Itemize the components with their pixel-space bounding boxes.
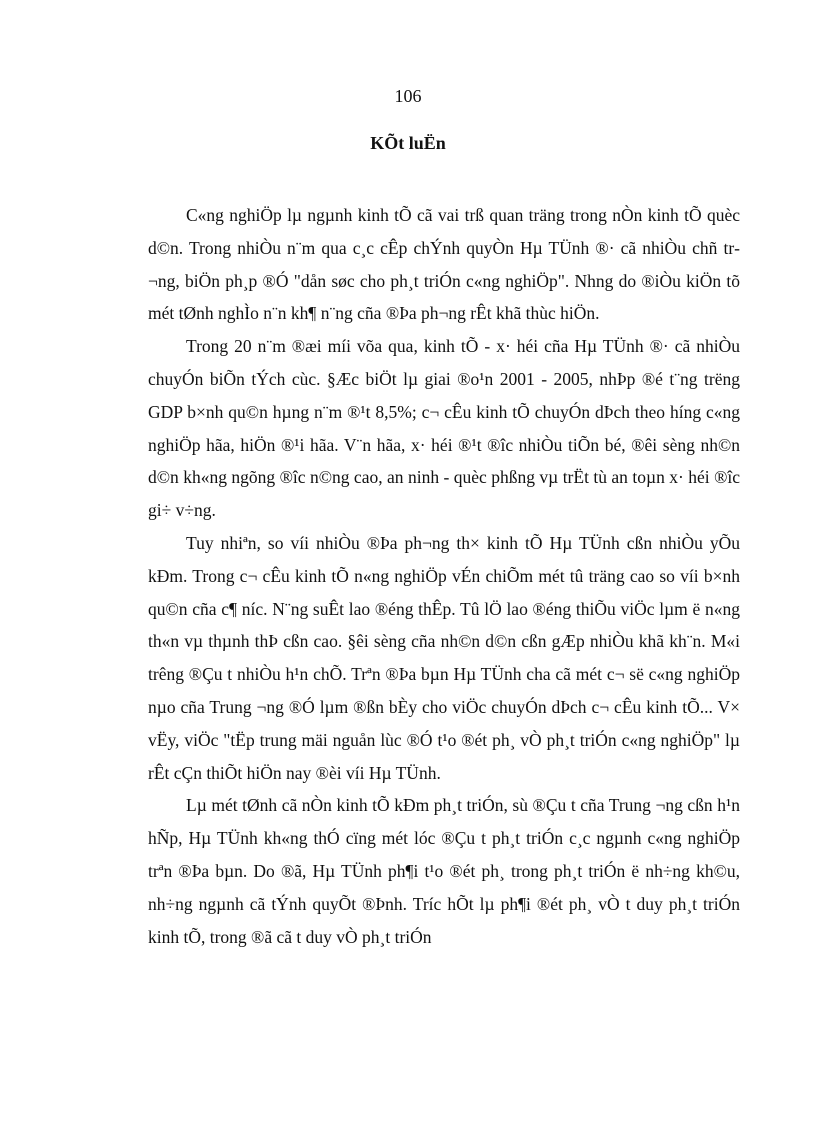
body-text bbox=[148, 199, 740, 953]
paragraph-2: Trong 20 n¨m ®æi míi võa qua, kinh tÕ - x· héi cña Hµ TÜnh ®· cã nhiÒu chuyÓn biÕn tÝch cùc. §Æc biÖt lµ giai ®o¹n 2001 - 2005, nhÞp ®é t¨ng trëng GDP b×nh qu©n hµng n¨m ®¹t 8,5%; c¬ cÊu kinh tÕ chuyÓn dÞch theo híng c«ng nghiÖp hãa, hiÖn ®¹i hãa. V¨n hãa, x· héi ®¹t ®îc nhiÒu tiÕn bé, ®êi sèng nh©n d©n kh«ng ngõng ®îc n©ng cao, an ninh - quèc phßng vµ trËt tù an toµn x· héi ®îc gi÷ v÷ng. bbox=[148, 336, 740, 521]
paragraph-1: C«ng nghiÖp lµ ngµnh kinh tÕ cã vai trß quan träng trong nÒn kinh tÕ quèc d©n. Trong nhiÒu n¨m qua c¸c cÊp chÝnh quyÒn Hµ TÜnh ®· cã nhiÒu chñ tr¬ng, biÖn ph¸p ®Ó "dån søc cho ph¸t triÓn c«ng nghiÖp". Nhng do ®iÒu kiÖn tõ mét tØnh nghÌo n¨n kh¶ n¨ng cña ®Þa ph¬ng rÊt khã thùc hiÖn. bbox=[148, 205, 740, 324]
paragraph-3: Tuy nhiªn, so víi nhiÒu ®Þa ph¬ng th× kinh tÕ Hµ TÜnh cßn nhiÒu yÕu kÐm. Trong c¬ cÊu kinh tÕ n«ng nghiÖp vÉn chiÕm mét tû träng cao so víi b×nh qu©n cña c¶ níc. N¨ng suÊt lao ®éng thÊp. Tû lÖ lao ®éng thiÕu viÖc lµm ë n«ng th«n vµ thµnh thÞ cßn cao. §êi sèng cña nh©n d©n cßn gÆp nhiÒu khã kh¨n. M«i trêng ®Çu t nhiÒu h¹n chÕ. Trªn ®Þa bµn Hµ TÜnh cha cã mét c¬ së c«ng nghiÖp nµo cña Trung ¬ng ®Ó lµm ®ßn bÈy cho viÖc chuyÓn dÞch c¬ cÊu kinh tÕ... V× vËy, viÖc "tËp trung mäi nguån lùc ®Ó t¹o ®ét ph¸ vÒ ph¸t triÓn c«ng nghiÖp" lµ rÊt cÇn thiÕt hiÖn nay ®èi víi Hµ TÜnh. bbox=[148, 532, 740, 783]
page-number: 106 bbox=[394, 86, 422, 106]
paragraph-4: Lµ mét tØnh cã nÒn kinh tÕ kÐm ph¸t triÓn, sù ®Çu t cña Trung ¬ng cßn h¹n hÑp, Hµ TÜnh kh«ng thÓ cïng mét lóc ®Çu t ph¸t triÓn c¸c ngµnh c«ng nghiÖp trªn ®Þa bµn. Do ®ã, Hµ TÜnh ph¶i t¹o ®ét ph¸ trong ph¸t triÓn ë nh÷ng kh©u, nh÷ng ngµnh cã tÝnh quyÕt ®Þnh. Tríc hÕt lµ ph¶i ®ét ph¸ vÒ t duy ph¸t triÓn kinh tÕ, trong ®ã cã t duy vÒ ph¸t triÓn bbox=[148, 795, 740, 947]
page-title: KÕt luËn bbox=[370, 133, 446, 153]
